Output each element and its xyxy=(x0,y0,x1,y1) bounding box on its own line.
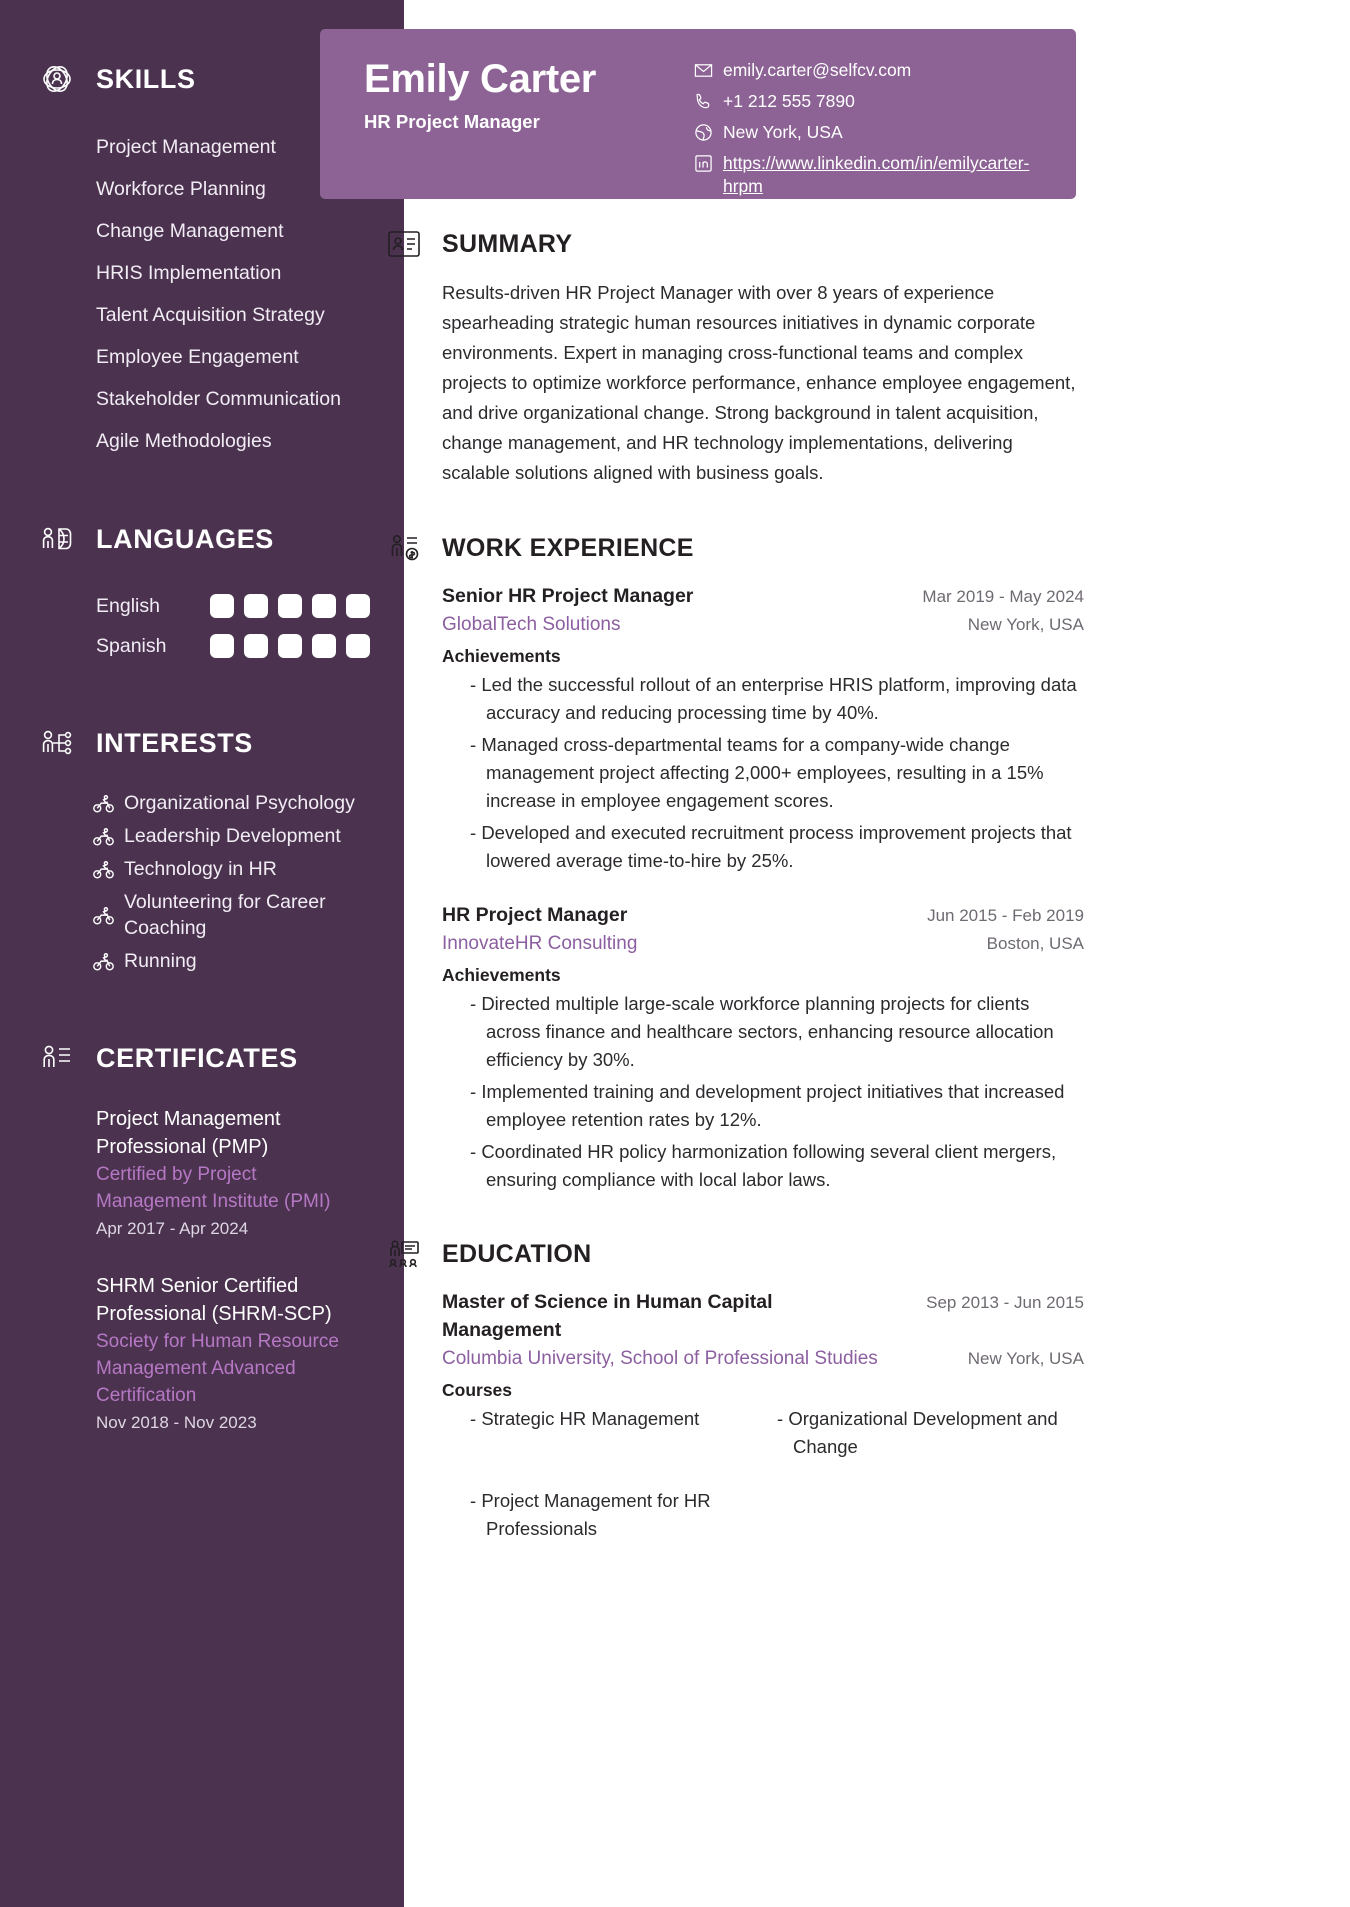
language-row xyxy=(34,586,370,626)
bicycle-icon xyxy=(92,825,115,848)
skill-item: Change Management xyxy=(96,220,284,242)
skills-icon xyxy=(34,56,80,102)
level-square xyxy=(346,634,370,658)
header-identity xyxy=(364,55,694,199)
work-entry xyxy=(442,901,1084,1194)
contact-linkedin[interactable] xyxy=(694,152,1076,198)
education-entry-org: Columbia University, School of Professional Studies xyxy=(442,1348,878,1369)
courses-label: Courses xyxy=(442,1380,513,1400)
bicycle-icon xyxy=(92,858,115,881)
contact-phone-text: +1 212 555 7890 xyxy=(723,91,855,111)
course-item: - Project Management for HR Professionals xyxy=(470,1487,777,1543)
section-education xyxy=(384,1234,1084,1569)
work-entry-title: HR Project Manager xyxy=(442,904,628,926)
main-content xyxy=(384,224,1084,1609)
sidebar-section-certificates-title: CERTIFICATES xyxy=(96,1042,298,1073)
education-entry-org-row xyxy=(442,1344,1084,1374)
bicycle-icon xyxy=(92,792,115,815)
interest-item xyxy=(34,948,370,974)
certificate-item xyxy=(34,1272,370,1436)
work-entry-org-row xyxy=(442,610,1084,640)
linkedin-icon xyxy=(694,154,713,173)
phone-icon xyxy=(694,92,713,111)
skill-item: Talent Acquisition Strategy xyxy=(96,304,325,326)
certificate-title: Project Management Professional (PMP) xyxy=(96,1108,281,1158)
education-entry-title: Master of Science in Human Capital Management xyxy=(442,1291,773,1341)
education-icon xyxy=(384,1234,424,1274)
work-entry-org-row xyxy=(442,929,1084,959)
certificate-title: SHRM Senior Certified Professional (SHRM-SCP) xyxy=(96,1275,332,1325)
level-square xyxy=(312,634,336,658)
course-item: - Organizational Development and Change xyxy=(777,1405,1084,1461)
language-level-meter xyxy=(210,594,370,618)
page-title: Emily Carter xyxy=(364,57,597,101)
certificate-item xyxy=(34,1105,370,1242)
section-education-header xyxy=(384,1234,1084,1274)
certificate-date: Apr 2017 - Apr 2024 xyxy=(96,1219,249,1238)
interest-item xyxy=(34,790,370,816)
sidebar-section-skills-title: SKILLS xyxy=(96,63,196,94)
section-education-title: EDUCATION xyxy=(442,1239,592,1268)
interest-label: Running xyxy=(124,950,197,972)
section-work-title: WORK EXPERIENCE xyxy=(442,533,694,562)
email-icon xyxy=(694,61,713,80)
certificate-date: Nov 2018 - Nov 2023 xyxy=(96,1413,257,1432)
section-summary-body xyxy=(384,278,1084,488)
achievement-item: - Directed multiple large-scale workforce planning projects for clients across finance and healthcare sectors, enhancing resource allocation efficiency by 30%. xyxy=(470,990,1084,1074)
work-icon xyxy=(384,528,424,568)
education-entry xyxy=(442,1288,1084,1569)
level-square xyxy=(210,634,234,658)
level-square xyxy=(244,594,268,618)
skill-item: Workforce Planning xyxy=(96,178,266,200)
spacer xyxy=(34,981,370,1035)
section-summary-title: SUMMARY xyxy=(442,229,573,258)
certificate-org: Society for Human Resource Management Advanced Certification xyxy=(96,1331,339,1406)
interest-item xyxy=(34,856,370,882)
summary-icon xyxy=(384,224,424,264)
language-name: Spanish xyxy=(96,634,167,657)
skill-item: Employee Engagement xyxy=(96,346,299,368)
language-level-meter xyxy=(210,634,370,658)
level-square xyxy=(312,594,336,618)
section-summary-header xyxy=(384,224,1084,264)
course-item: - Strategic HR Management xyxy=(470,1405,777,1461)
interest-label: Volunteering for Career Coaching xyxy=(124,891,326,939)
header-banner xyxy=(320,29,1076,199)
bicycle-icon xyxy=(92,950,115,973)
contact-email-text: emily.carter@selfcv.com xyxy=(723,60,912,80)
level-square xyxy=(210,594,234,618)
interest-item xyxy=(34,823,370,849)
interest-label: Technology in HR xyxy=(124,858,277,880)
work-entry-date: Jun 2015 - Feb 2019 xyxy=(927,906,1084,925)
contact-location xyxy=(694,121,1076,144)
work-entry-org: GlobalTech Solutions xyxy=(442,614,621,635)
location-icon xyxy=(694,123,713,142)
achievements-label: Achievements xyxy=(442,965,561,985)
education-entry-date: Sep 2013 - Jun 2015 xyxy=(926,1293,1084,1312)
level-square xyxy=(278,594,302,618)
courses-list xyxy=(442,1405,1084,1569)
skill-item: Project Management xyxy=(96,136,276,158)
section-work-experience xyxy=(384,528,1084,1194)
achievement-item: - Managed cross-departmental teams for a company-wide change management project affecting 2,000+ employees, resulting in a 15% increase in employee engagement scores. xyxy=(470,731,1084,815)
spacer xyxy=(34,462,370,516)
sidebar-section-interests-title: INTERESTS xyxy=(96,727,253,758)
contact-email xyxy=(694,59,1076,82)
interests-icon xyxy=(34,720,80,766)
work-entry-location: Boston, USA xyxy=(986,934,1084,953)
contact-location-text: New York, USA xyxy=(723,122,843,142)
achievement-item: - Coordinated HR policy harmonization following several client mergers, ensuring compliance with local labor laws. xyxy=(470,1138,1084,1194)
work-entry-title-row xyxy=(442,901,1084,929)
achievement-item: - Implemented training and development project initiatives that increased employee retention rates by 12%. xyxy=(470,1078,1084,1134)
section-work-body xyxy=(384,582,1084,1194)
sidebar-section-interests-header xyxy=(34,720,370,766)
sidebar-section-languages-title: LANGUAGES xyxy=(96,523,274,554)
certificate-org: Certified by Project Management Institute (PMI) xyxy=(96,1164,331,1212)
work-entry-date: Mar 2019 - May 2024 xyxy=(922,587,1084,606)
work-entry xyxy=(442,582,1084,875)
achievements-label: Achievements xyxy=(442,646,561,666)
languages-icon xyxy=(34,516,80,562)
achievements-list xyxy=(442,990,1084,1194)
achievement-item: - Led the successful rollout of an enterprise HRIS platform, improving data accuracy and reducing processing time by 40%. xyxy=(470,671,1084,727)
section-education-body xyxy=(384,1288,1084,1569)
job-role: HR Project Manager xyxy=(364,111,540,132)
summary-text: Results-driven HR Project Manager with over 8 years of experience spearheading strategic human resources initiatives in dynamic corporate environments. Expert in managing cross-functional teams and complex projects to optimize workforce performance, enhance employee engagement, and drive organizational change. Strong background in talent acquisition, change management, and HR technology implementations, delivering scalable solutions aligned with business goals. xyxy=(442,282,1076,483)
achievement-item: - Developed and executed recruitment process improvement projects that lowered average time-to-hire by 25%. xyxy=(470,819,1084,875)
skill-item: Stakeholder Communication xyxy=(96,388,341,410)
bicycle-icon xyxy=(92,904,115,927)
achievements-list xyxy=(442,671,1084,875)
skill-item: HRIS Implementation xyxy=(96,262,282,284)
section-work-header xyxy=(384,528,1084,568)
language-row xyxy=(34,626,370,666)
work-entry-location: New York, USA xyxy=(967,615,1084,634)
education-entry-location: New York, USA xyxy=(967,1349,1084,1368)
interest-item xyxy=(34,889,370,941)
interest-label: Organizational Psychology xyxy=(124,792,355,814)
sidebar-section-certificates-header xyxy=(34,1035,370,1081)
language-name: English xyxy=(96,594,160,617)
level-square xyxy=(278,634,302,658)
level-square xyxy=(346,594,370,618)
sidebar-section-languages-header xyxy=(34,516,370,562)
work-entry-title: Senior HR Project Manager xyxy=(442,585,694,607)
contact-list xyxy=(694,55,1076,199)
work-entry-title-row xyxy=(442,582,1084,610)
education-entry-title-row xyxy=(442,1288,1084,1344)
sidebar xyxy=(0,0,404,1907)
interest-label: Leadership Development xyxy=(124,825,341,847)
contact-phone xyxy=(694,90,1076,113)
certificates-icon xyxy=(34,1035,80,1081)
work-entry-org: InnovateHR Consulting xyxy=(442,933,638,954)
contact-linkedin-text[interactable]: https://www.linkedin.com/in/emilycarter-hrpm xyxy=(723,153,1030,196)
level-square xyxy=(244,634,268,658)
section-summary xyxy=(384,224,1084,488)
skill-item: Agile Methodologies xyxy=(96,430,272,452)
spacer xyxy=(34,666,370,720)
